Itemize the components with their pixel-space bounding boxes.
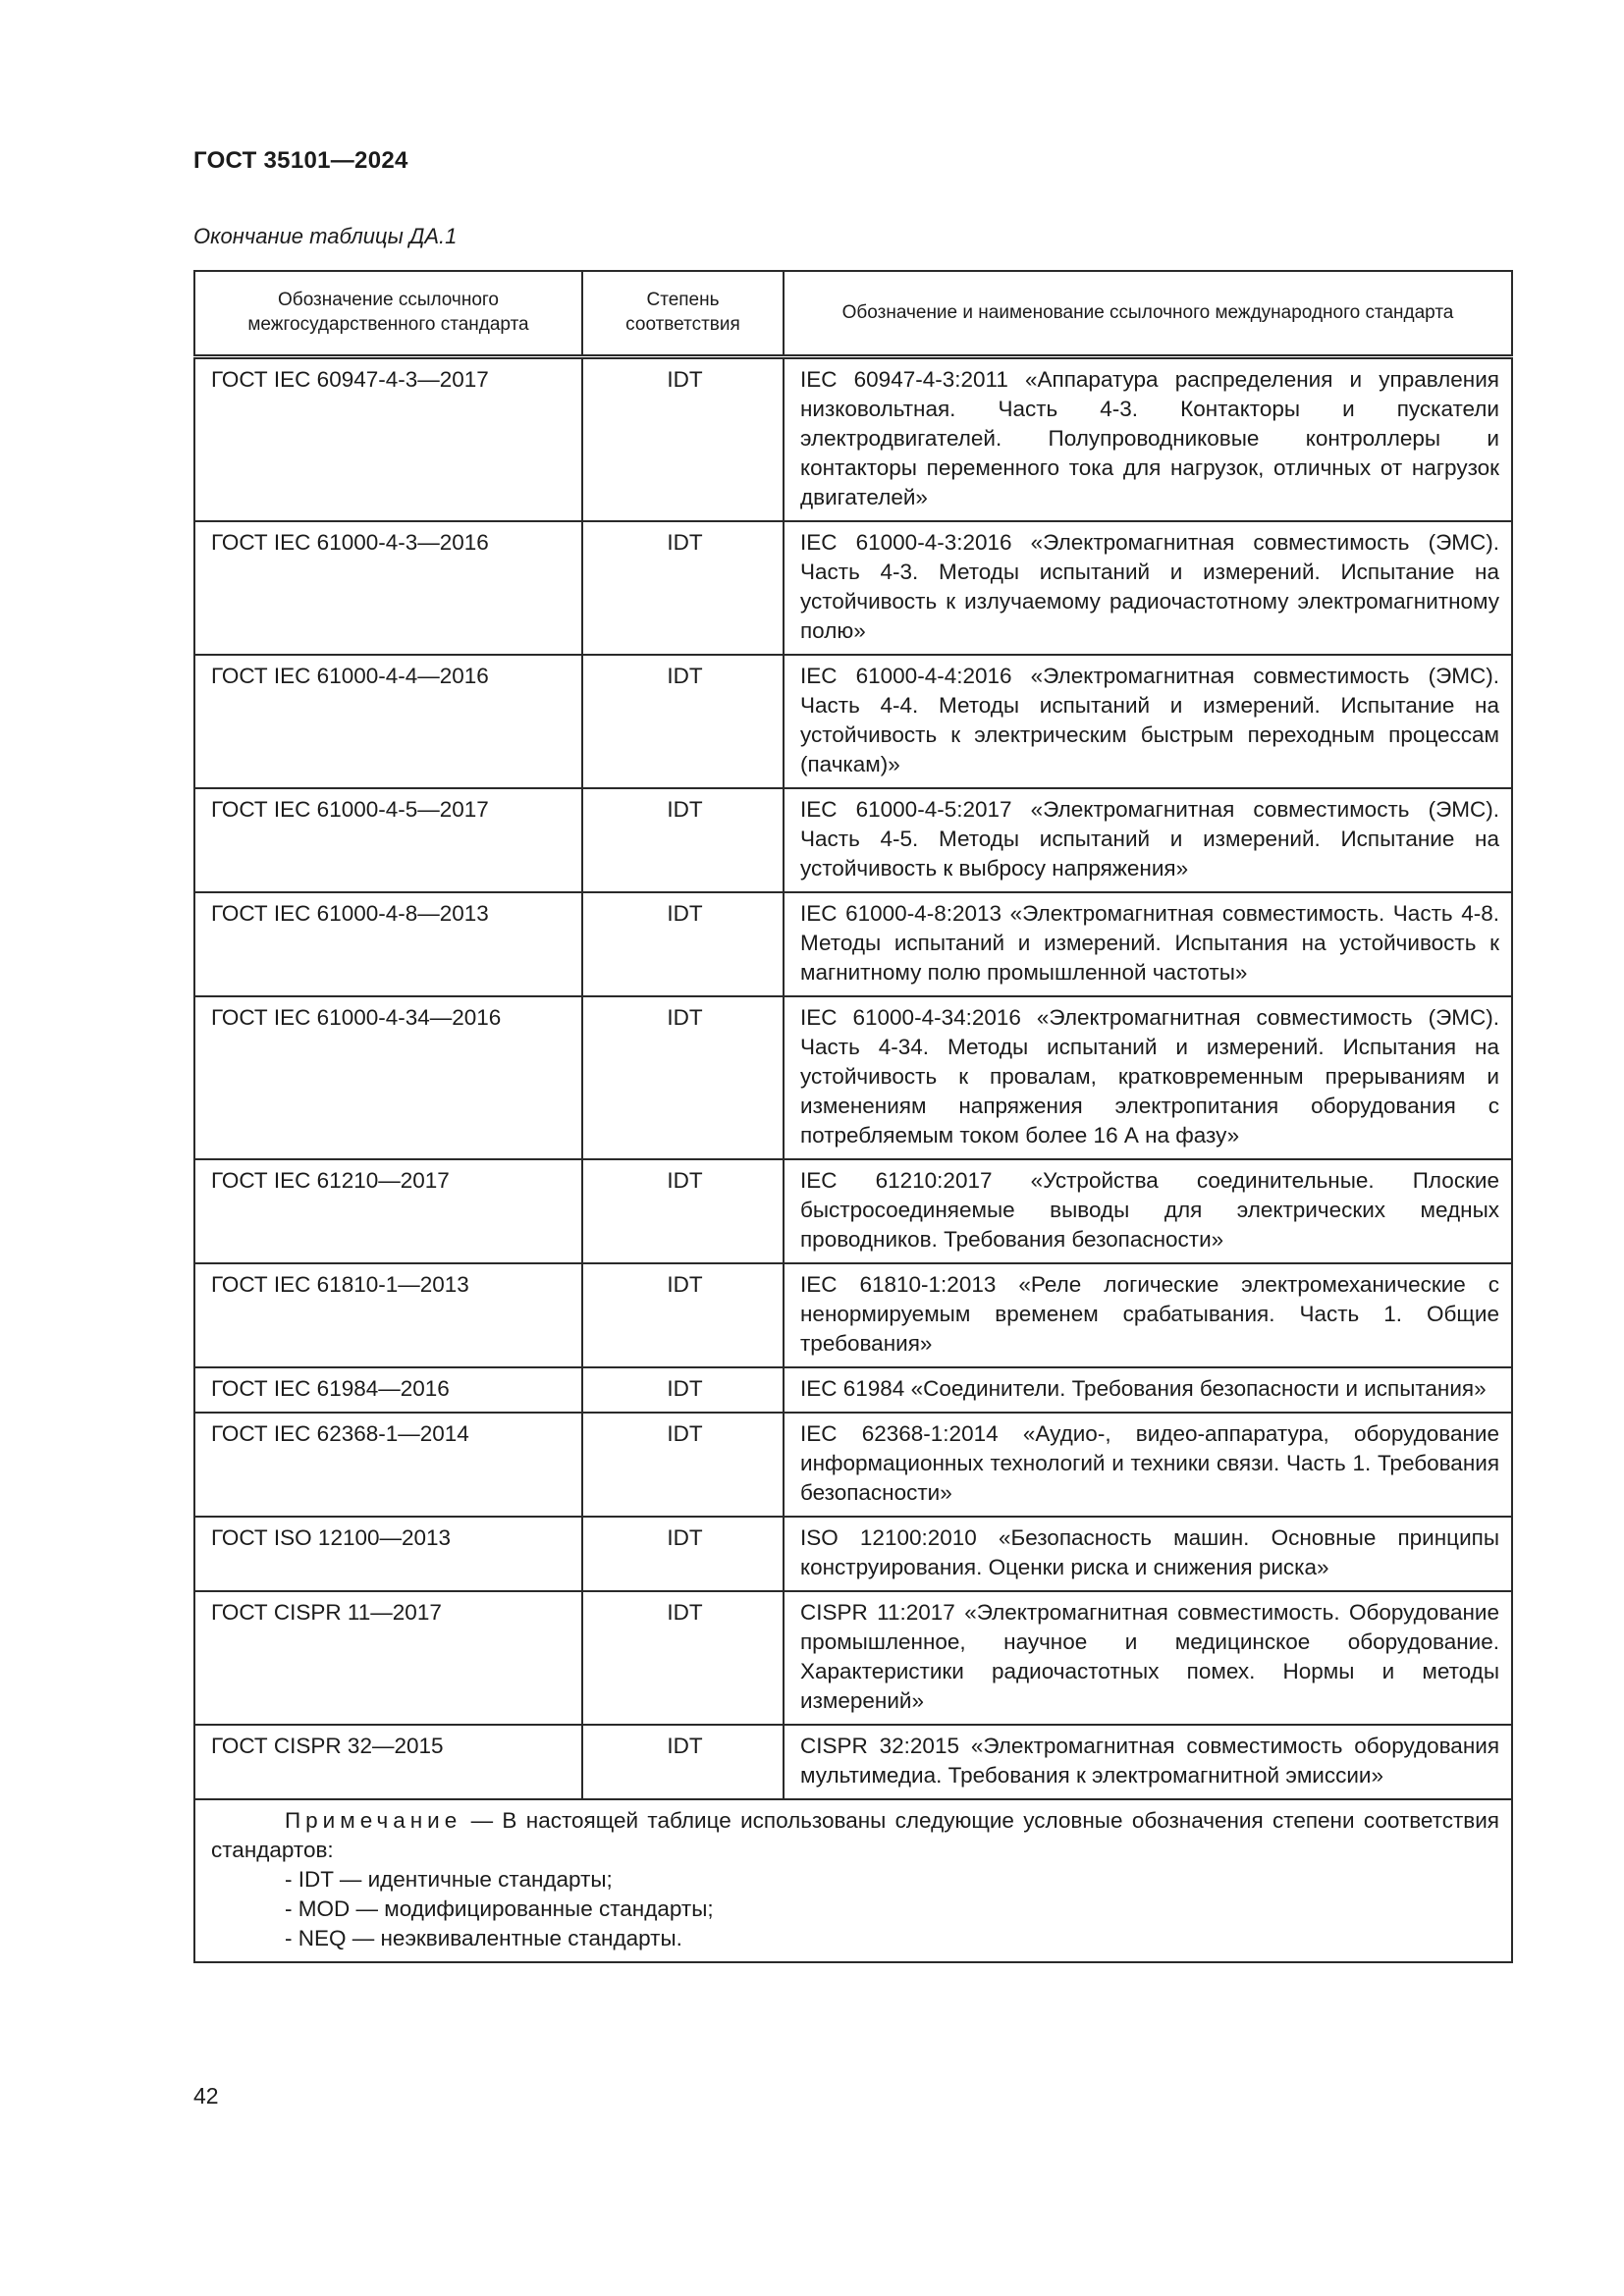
cell-gost: ГОСТ IEC 61810-1—2013 xyxy=(194,1263,582,1367)
cell-degree: IDT xyxy=(582,892,784,996)
cell-degree: IDT xyxy=(582,1367,784,1413)
cell-intl: IEC 61210:2017 «Устройства соединительные. Плоские быстросоединяемые выводы для электрических медных проводников. Требования безопасности» xyxy=(784,1159,1512,1263)
cell-gost: ГОСТ IEC 60947-4-3—2017 xyxy=(194,357,582,522)
table-row xyxy=(194,655,1512,788)
note-list-item: - MOD — модифицированные стандарты; xyxy=(285,1896,714,1921)
table-header-row xyxy=(194,271,1512,357)
note-list xyxy=(211,1865,1499,1953)
cell-gost: ГОСТ IEC 61000-4-3—2016 xyxy=(194,521,582,655)
document-header: ГОСТ 35101—2024 xyxy=(193,147,408,174)
note-list-item: - NEQ — неэквивалентные стандарты. xyxy=(285,1926,682,1950)
cell-intl: CISPR 32:2015 «Электромагнитная совместимость оборудования мультимедиа. Требования к электромагнитной эмиссии» xyxy=(784,1725,1512,1799)
cell-intl: IEC 61000-4-4:2016 «Электромагнитная совместимость (ЭМС). Часть 4-4. Методы испытаний и измерений. Испытание на устойчивость к электрическим быстрым переходным процессам (пачкам)» xyxy=(784,655,1512,788)
cell-gost: ГОСТ IEC 61000-4-34—2016 xyxy=(194,996,582,1159)
table-note xyxy=(194,1799,1512,1962)
cell-gost: ГОСТ IEC 61000-4-8—2013 xyxy=(194,892,582,996)
note-text: — В настоящей таблице использованы следующие условные обозначения степени соответствия стандартов: xyxy=(211,1808,1499,1862)
table-row xyxy=(194,521,1512,655)
table-row xyxy=(194,996,1512,1159)
column-header-gost: Обозначение ссылочного межгосударственного стандарта xyxy=(194,271,582,357)
table-row xyxy=(194,1413,1512,1517)
cell-intl: CISPR 11:2017 «Электромагнитная совместимость. Оборудование промышленное, научное и медицинское оборудование. Характеристики радиочастотных помех. Нормы и методы измерений» xyxy=(784,1591,1512,1725)
cell-intl: IEC 62368-1:2014 «Аудио-, видео-аппаратура, оборудование информационных технологий и техники связи. Часть 1. Требования безопасности» xyxy=(784,1413,1512,1517)
cell-degree: IDT xyxy=(582,1413,784,1517)
reference-table-container xyxy=(193,270,1511,1963)
cell-degree: IDT xyxy=(582,655,784,788)
cell-gost: ГОСТ IEC 61000-4-5—2017 xyxy=(194,788,582,892)
table-row xyxy=(194,1517,1512,1591)
cell-degree: IDT xyxy=(582,521,784,655)
cell-intl: IEC 61810-1:2013 «Реле логические электромеханические с ненормируемым временем срабатывания. Часть 1. Общие требования» xyxy=(784,1263,1512,1367)
cell-degree: IDT xyxy=(582,788,784,892)
cell-gost: ГОСТ IEC 61984—2016 xyxy=(194,1367,582,1413)
column-header-degree: Степень соответствия xyxy=(582,271,784,357)
cell-intl: IEC 60947-4-3:2011 «Аппаратура распределения и управления низковольтная. Часть 4-3. Контакторы и пускатели электродвигателей. Полупроводниковые контроллеры и контакторы переменного тока для нагрузок, отличных от нагрузок двигателей» xyxy=(784,357,1512,522)
cell-degree: IDT xyxy=(582,357,784,522)
cell-intl: IEC 61000-4-8:2013 «Электромагнитная совместимость. Часть 4-8. Методы испытаний и измерений. Испытания на устойчивость к магнитному полю промышленной частоты» xyxy=(784,892,1512,996)
table-row xyxy=(194,1591,1512,1725)
cell-intl: IEC 61984 «Соединители. Требования безопасности и испытания» xyxy=(784,1367,1512,1413)
table-row xyxy=(194,892,1512,996)
cell-intl: IEC 61000-4-5:2017 «Электромагнитная совместимость (ЭМС). Часть 4-5. Методы испытаний и измерений. Испытание на устойчивость к выбросу напряжения» xyxy=(784,788,1512,892)
note-label: Примечание xyxy=(285,1808,462,1833)
cell-gost: ГОСТ IEC 62368-1—2014 xyxy=(194,1413,582,1517)
table-note-row xyxy=(194,1799,1512,1962)
note-paragraph xyxy=(211,1806,1499,1865)
note-list-item: - IDT — идентичные стандарты; xyxy=(285,1867,613,1892)
column-header-intl: Обозначение и наименование ссылочного международного стандарта xyxy=(784,271,1512,357)
page-number: 42 xyxy=(193,2083,219,2109)
cell-degree: IDT xyxy=(582,1263,784,1367)
cell-degree: IDT xyxy=(582,1517,784,1591)
table-caption: Окончание таблицы ДА.1 xyxy=(193,224,458,248)
cell-degree: IDT xyxy=(582,996,784,1159)
cell-degree: IDT xyxy=(582,1725,784,1799)
cell-intl: IEC 61000-4-3:2016 «Электромагнитная совместимость (ЭМС). Часть 4-3. Методы испытаний и измерений. Испытание на устойчивость к излучаемому радиочастотному электромагнитному полю» xyxy=(784,521,1512,655)
reference-table xyxy=(193,270,1513,1963)
table-row xyxy=(194,1725,1512,1799)
cell-gost: ГОСТ ISO 12100—2013 xyxy=(194,1517,582,1591)
table-row xyxy=(194,788,1512,892)
cell-gost: ГОСТ IEC 61210—2017 xyxy=(194,1159,582,1263)
cell-degree: IDT xyxy=(582,1591,784,1725)
cell-intl: IEC 61000-4-34:2016 «Электромагнитная совместимость (ЭМС). Часть 4-34. Методы испытаний и измерений. Испытания на устойчивость к провалам, кратковременным прерываниям и изменениям напряжения электропитания оборудования с потребляемым током более 16 А на фазу» xyxy=(784,996,1512,1159)
cell-intl: ISO 12100:2010 «Безопасность машин. Основные принципы конструирования. Оценки риска и снижения риска» xyxy=(784,1517,1512,1591)
cell-degree: IDT xyxy=(582,1159,784,1263)
table-row xyxy=(194,1367,1512,1413)
cell-gost: ГОСТ IEC 61000-4-4—2016 xyxy=(194,655,582,788)
cell-gost: ГОСТ CISPR 32—2015 xyxy=(194,1725,582,1799)
cell-gost: ГОСТ CISPR 11—2017 xyxy=(194,1591,582,1725)
table-row xyxy=(194,1263,1512,1367)
table-row xyxy=(194,1159,1512,1263)
table-row xyxy=(194,357,1512,522)
